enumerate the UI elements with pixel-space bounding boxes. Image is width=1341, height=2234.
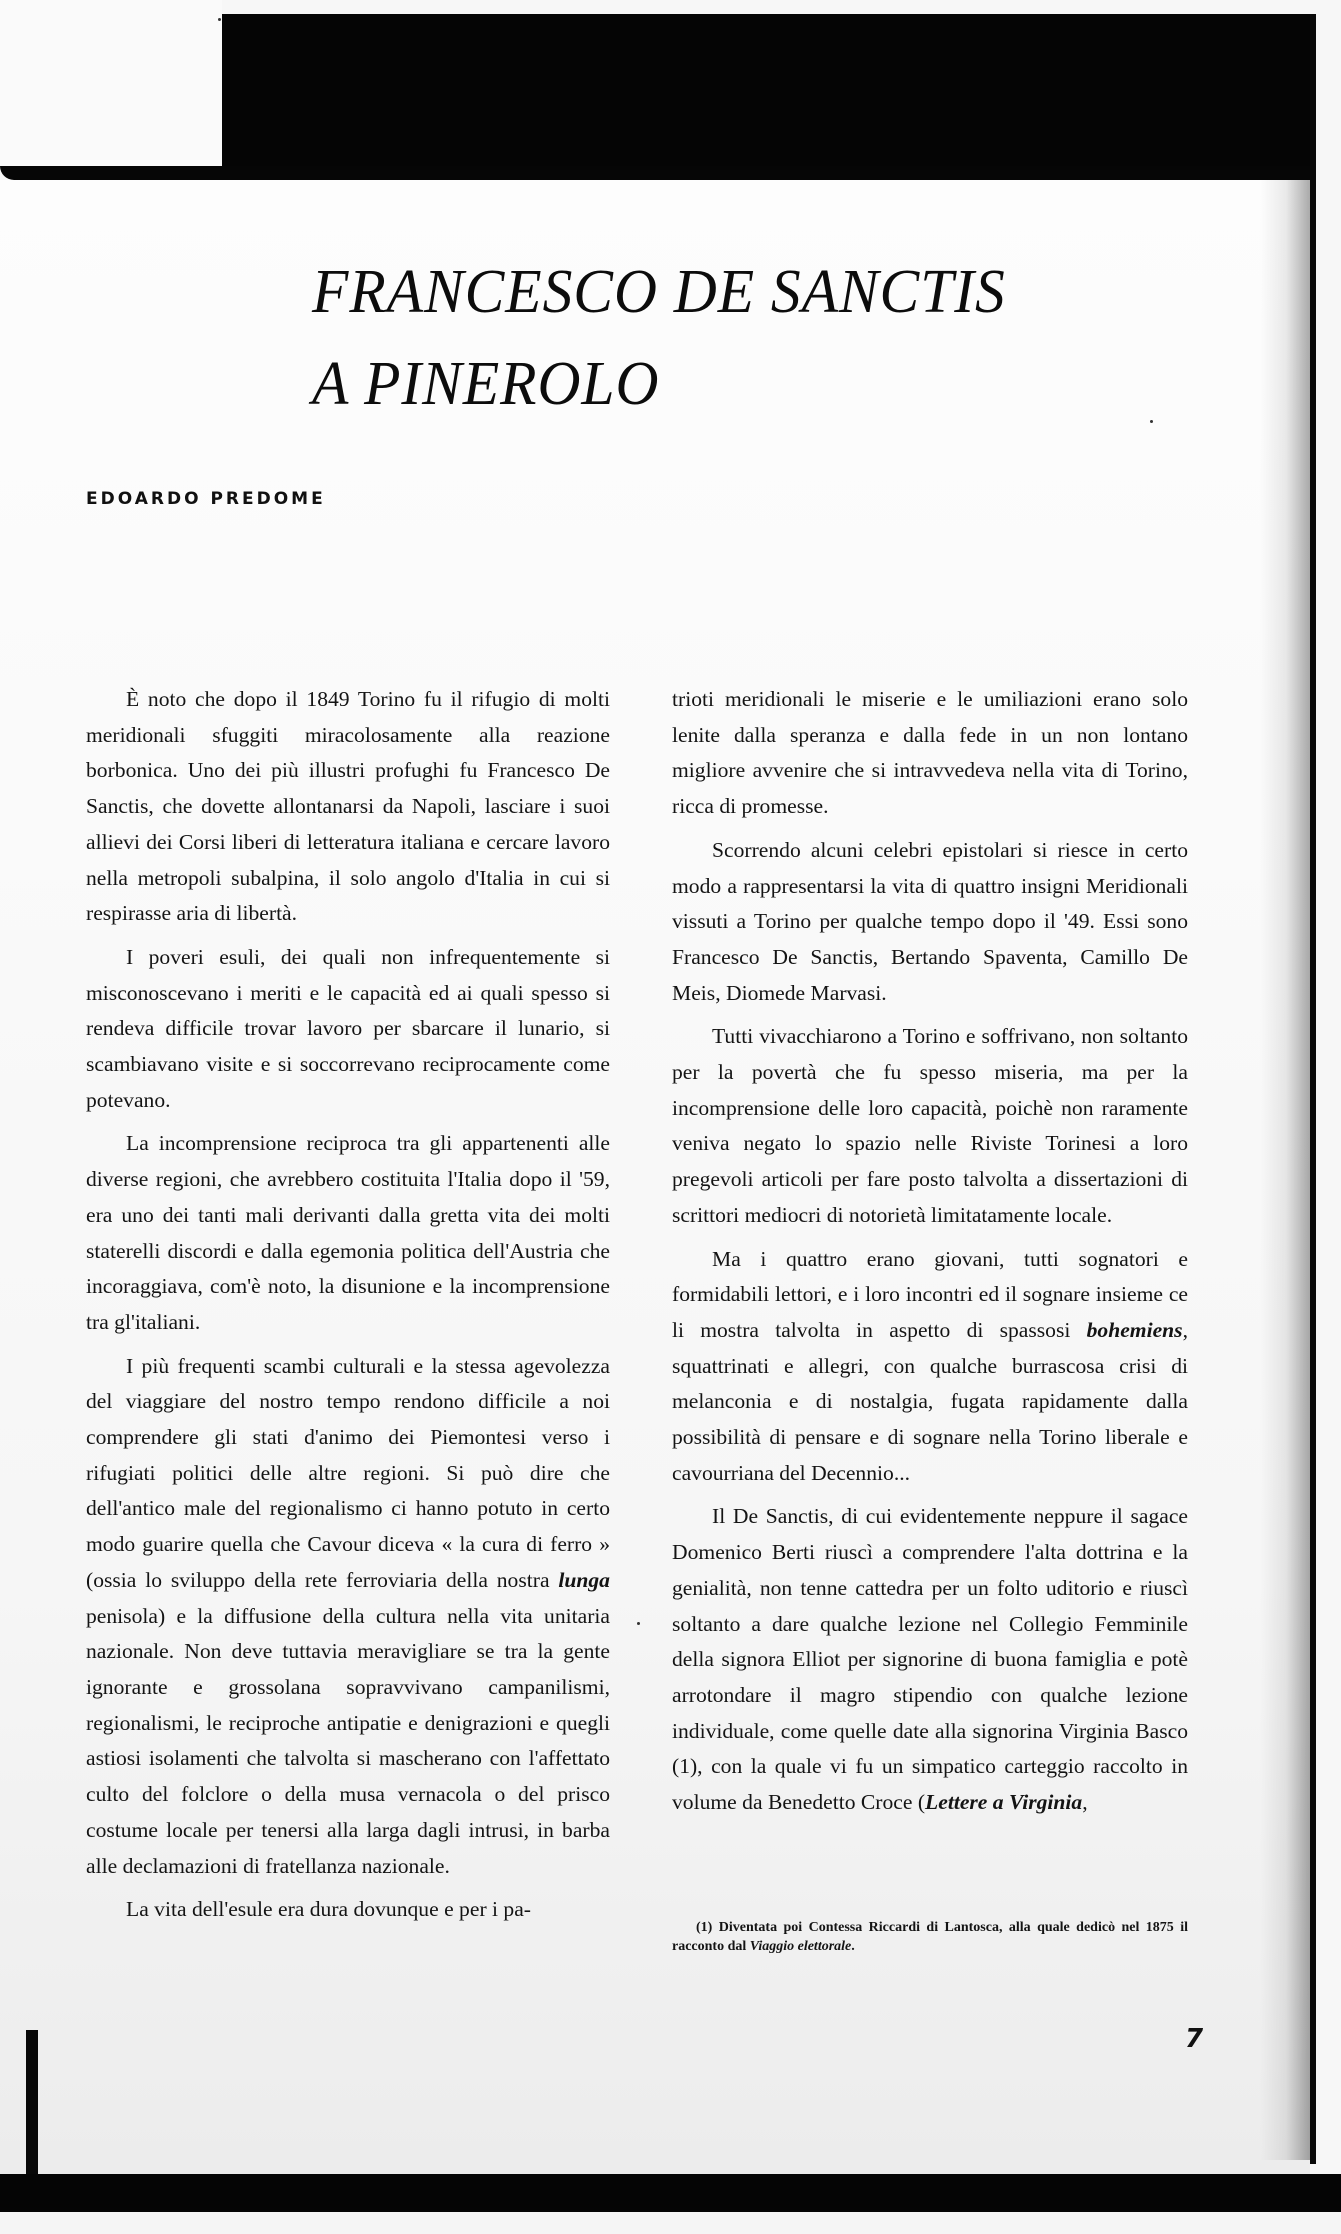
- scan-margin: [0, 0, 222, 166]
- scan-speck: [218, 18, 221, 21]
- paragraph: [672, 1242, 1188, 1492]
- paragraph: [672, 1499, 1188, 1820]
- scan-margin-bottom: [0, 2212, 1341, 2234]
- scan-frame-bottom: [0, 2174, 1341, 2212]
- paragraph: È noto che dopo il 1849 Torino fu il rifugio di molti meridionali sfuggiti miracolosamente alla reazione borbonica. Uno dei più illustri profughi fu Francesco De Sanctis, che dovette allontanarsi da Napoli, lasciare i suoi allievi dei Corsi liberi di letteratura italiana e cercare lavoro nella metropoli subalpina, il solo angolo d'Italia in cui si respirasse aria di libertà.: [86, 687, 610, 926]
- paragraph: [86, 1349, 610, 1885]
- paragraph-text: , squattrinati e allegri, con qualche burrascosa crisi di melanconia e di nostalgia, fugata rapidamente dalla possibilità di pensare e di sognare nella Torino liberale e cavourriana del Decennio...: [672, 1317, 1188, 1485]
- paragraph-continued: trioti meridionali le miserie e le umiliazioni erano solo lenite dalla speranza e dalla fede in un non lontano migliore avvenire che si intravvedeva nella vita di Torino, ricca di promesse.: [672, 687, 1188, 819]
- footnote-italic-title: Viaggio elettorale: [749, 1939, 852, 1954]
- paragraph-text: penisola) e la diffusione della cultura nella vita unitaria nazionale. Non deve tuttavia meravigliare se tra la gente ignorante e grossolana sopravvivano campanilismi, regionalismi, le reciproche antipatie e denigrazioni e quegli astiosi isolamenti che talvolta si mascherano con l'affettato culto del folclore o della musa vernacola o del prisco costume locale per tenersi alla larga dagli intrusi, in barba alle declamazioni di fratellanza nazionale.: [86, 1603, 610, 1878]
- footnote-text-end: .: [851, 1939, 855, 1954]
- paragraph: I poveri esuli, dei quali non infrequentemente si misconoscevano i meriti e le capacità ed ai quali spesso si rendeva difficile trovar lavoro per sbarcare il lunario, si scambiavano visite e si soccorrevano reciprocamente come potevano.: [86, 944, 610, 1112]
- paragraph-text: Ma i quattro erano giovani, tutti sognatori e formidabili lettori, e i loro incontri ed il sognare insieme ce li mostra talvolta in aspetto di spassosi: [672, 1246, 1188, 1342]
- author-byline: EDOARDO PREDOME: [86, 489, 326, 509]
- scan-speck: [637, 1622, 640, 1625]
- footnote-text: (1) Diventata poi Contessa Riccardi di Lantosca, alla quale dedicò nel 1875 il racconto dal: [672, 1920, 1188, 1954]
- footnote: [672, 1918, 1188, 1956]
- header-black-block: [222, 14, 1314, 174]
- paragraph-text: Il De Sanctis, di cui evidentemente neppure il sagace Domenico Berti riuscì a comprendere l'alta dottrina e la genialità, non tenne cattedra per un folto uditorio e riuscì soltanto a dare qualche lezione nel Collegio Femminile della signora Elliot per signorine di buona famiglia e potè arrotondare il magro stipendio con qualche lezione individuale, come quelle date alla signorina Virginia Basco (1), con la quale vi fu un simpatico carteggio raccolto in volume da Benedetto Croce (: [672, 1504, 1188, 1815]
- italic-emphasis: lunga: [558, 1567, 610, 1592]
- scan-frame-top: [0, 166, 1314, 180]
- paragraph: Scorrendo alcuni celebri epistolari si riesce in certo modo a rappresentarsi la vita di quattro insigni Meridionali vissuti a Torino per qualche tempo dopo il '49. Essi sono Francesco De Sanctis, Bertando Spaventa, Camillo De Meis, Diomede Marvasi.: [672, 837, 1188, 1005]
- scan-speck: [1150, 420, 1153, 423]
- paragraph: La vita dell'esule era dura dovunque e per i pa-: [126, 1897, 531, 1922]
- paragraph: Tutti vivacchiarono a Torino e soffrivano, non soltanto per la povertà che fu spesso miseria, ma per la incomprensione delle loro capacità, poichè non raramente veniva negato lo spazio nelle Riviste Torinesi a loro pregevoli articoli per fare posto talvolta a dissertazioni di scrittori mediocri di notorietà limitatamente locale.: [672, 1024, 1188, 1227]
- text-column-left: [86, 682, 610, 1936]
- scan-frame-left: [26, 2030, 38, 2180]
- title-line-1: FRANCESCO DE SANCTIS: [312, 257, 1006, 326]
- italic-book-title: Lettere a Virginia: [925, 1790, 1083, 1815]
- title-line-2: A PINEROLO: [312, 349, 660, 418]
- paragraph-text: ,: [1082, 1790, 1088, 1815]
- page-number: 7: [1185, 2024, 1204, 2054]
- paragraph-text: I più frequenti scambi culturali e la stessa agevolezza del viaggiare del nostro tempo rendono difficile a noi comprendere gli stati d'animo dei Piemontesi verso i rifugiati politici delle altre regioni. Si può dire che dell'antico male del regionalismo ci hanno potuto in certo modo guarire quella che Cavour diceva « la cura di ferro » (ossia lo sviluppo della rete ferroviaria della nostra: [86, 1353, 610, 1592]
- footnote-body: [672, 1918, 1188, 1956]
- page-edge-shadow: [1260, 180, 1312, 2160]
- italic-emphasis: bohemiens: [1086, 1317, 1183, 1342]
- scan-frame-right: [1310, 14, 1316, 2164]
- article-title: [312, 248, 1006, 428]
- paragraph: La incomprensione reciproca tra gli appartenenti alle diverse regioni, che avrebbero costituita l'Italia dopo il '59, era uno dei tanti mali derivanti dalla gretta vita dei molti staterelli discordi e dalla egemonia politica dell'Austria che incoraggiava, com'è noto, la disunione e la incomprensione tra gl'italiani.: [86, 1131, 610, 1334]
- text-column-right: [672, 682, 1188, 1829]
